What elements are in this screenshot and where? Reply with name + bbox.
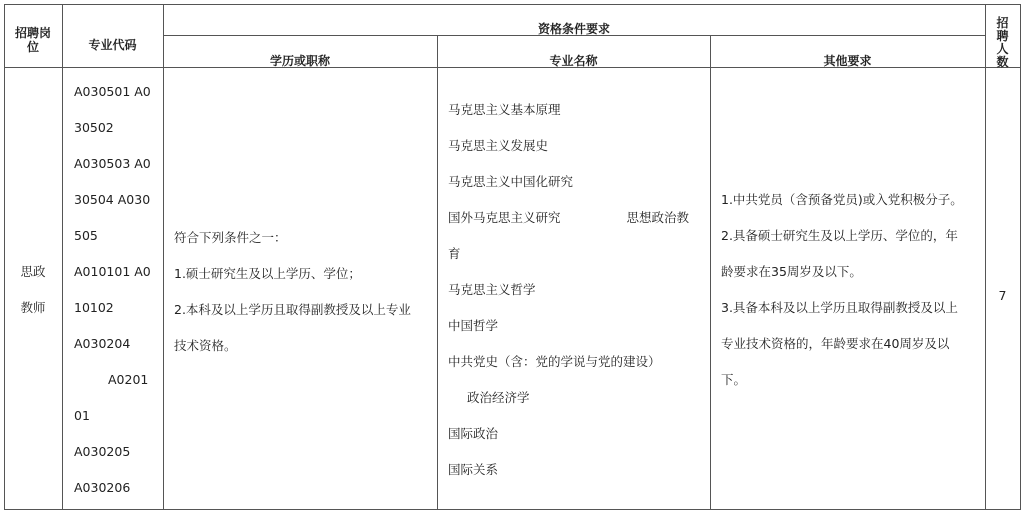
code-line: A0201 bbox=[108, 372, 149, 387]
code-line: A030501 A0 bbox=[74, 84, 151, 99]
header-count-char: 数 bbox=[996, 55, 1009, 69]
header-count bbox=[985, 17, 1020, 69]
code-line: A030205 bbox=[74, 444, 131, 459]
code-line: 505 bbox=[74, 228, 98, 243]
header-position-line1: 招聘岗 bbox=[14, 26, 51, 40]
cell-count: 7 bbox=[998, 288, 1007, 303]
other-line: 3.具备本科及以上学历且取得副教授及以上 bbox=[721, 300, 958, 315]
col-divider-1 bbox=[62, 4, 63, 510]
education-line: 2.本科及以上学历且取得副教授及以上专业 bbox=[174, 302, 411, 317]
major-name: 马克思主义基本原理 bbox=[448, 102, 561, 117]
major-name: 中共党史（含：党的学说与党的建设） bbox=[448, 354, 661, 369]
cell-other-requirements bbox=[721, 182, 963, 398]
code-line: A030206 bbox=[74, 480, 131, 495]
code-line: 01 bbox=[74, 408, 90, 423]
header-count-char: 聘 bbox=[996, 29, 1009, 43]
other-line: 1.中共党员（含预备党员)或入党积极分子。 bbox=[721, 192, 963, 207]
header-qualification: 资格条件要求 bbox=[537, 22, 610, 36]
cell-education bbox=[174, 220, 411, 364]
cell-major-names bbox=[448, 92, 689, 488]
code-line: A030204 bbox=[74, 336, 131, 351]
code-line: A030503 A0 bbox=[74, 156, 151, 171]
major-name: 育 bbox=[448, 246, 461, 261]
major-name: 马克思主义中国化研究 bbox=[448, 174, 574, 189]
major-name: 马克思主义发展史 bbox=[448, 138, 549, 153]
major-name: 中国哲学 bbox=[448, 318, 499, 333]
header-major-name: 专业名称 bbox=[549, 54, 598, 68]
header-other: 其他要求 bbox=[823, 54, 872, 68]
cell-position bbox=[4, 254, 62, 326]
major-name: 思想政治教 bbox=[626, 210, 690, 225]
code-line: A010101 A0 bbox=[74, 264, 151, 279]
code-line: 30504 A030 bbox=[74, 192, 151, 207]
major-name: 国际政治 bbox=[448, 426, 499, 441]
header-count-char: 招 bbox=[996, 16, 1009, 30]
position-line: 思政 bbox=[20, 264, 46, 279]
header-position bbox=[4, 26, 62, 54]
other-line: 下。 bbox=[721, 372, 747, 387]
major-name-row bbox=[448, 200, 689, 236]
table-border-top bbox=[4, 4, 1020, 5]
other-line: 专业技术资格的，年龄要求在40周岁及以 bbox=[721, 336, 950, 351]
header-major-code: 专业代码 bbox=[88, 38, 137, 52]
header-position-line2: 位 bbox=[26, 40, 39, 54]
major-name: 政治经济学 bbox=[467, 390, 530, 405]
education-line: 技术资格。 bbox=[174, 338, 237, 353]
major-name: 国际关系 bbox=[448, 462, 499, 477]
code-line: 10102 bbox=[74, 300, 114, 315]
col-divider-4 bbox=[710, 35, 711, 510]
other-line: 龄要求在35周岁及以下。 bbox=[721, 264, 862, 279]
major-name: 国外马克思主义研究 bbox=[448, 210, 561, 225]
col-divider-5 bbox=[985, 4, 986, 510]
header-count-char: 人 bbox=[996, 42, 1009, 56]
table-border-right bbox=[1020, 4, 1021, 510]
table-border-bottom bbox=[4, 509, 1020, 510]
code-line: 30502 bbox=[74, 120, 114, 135]
position-line: 教师 bbox=[20, 300, 46, 315]
col-divider-3 bbox=[437, 35, 438, 510]
col-divider-2 bbox=[163, 4, 164, 510]
header-education: 学历或职称 bbox=[269, 54, 330, 68]
education-line: 符合下列条件之一： bbox=[174, 230, 287, 245]
education-line: 1.硕士研究生及以上学历、学位； bbox=[174, 266, 361, 281]
other-line: 2.具备硕士研究生及以上学历、学位的，年 bbox=[721, 228, 958, 243]
cell-major-codes bbox=[74, 74, 151, 506]
major-name: 马克思主义哲学 bbox=[448, 282, 536, 297]
